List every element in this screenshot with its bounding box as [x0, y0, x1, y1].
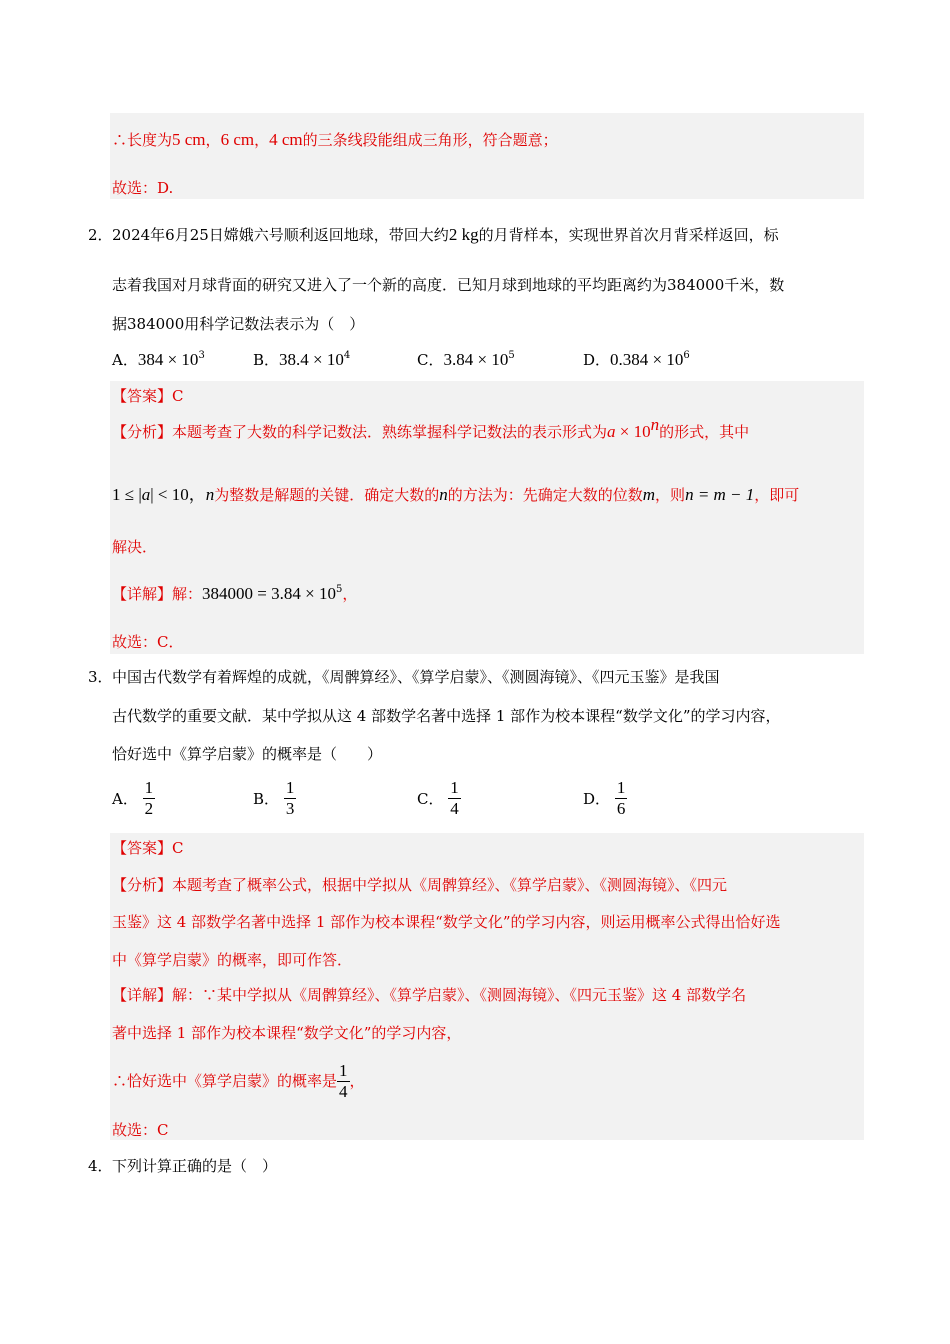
q2-stem-line3: 据384000用科学记数法表示为（ ） — [112, 315, 365, 333]
q3-option-a: A． $\frac{1}{2}$ — [112, 778, 154, 818]
q2-option-d: D．$0.384 \times 10^6$ — [583, 350, 690, 369]
q2-detail: 【详解】解：$384000 = 3.84 \times 10^5$， — [112, 584, 358, 603]
q3-option-c: C． $\frac{1}{4}$ — [417, 778, 459, 818]
q2-analysis-line2: 1 ≤ |a| < 10，n为整数是解题的关键．确定大数的n的方法为：先确定大数的位数m，则n = m − 1，即可 — [112, 485, 800, 504]
q2-analysis-line1: 【分析】本题考查了大数的科学记数法．熟练掌握科学记数法的表示形式为$a \times 10^n$的形式，其中 — [112, 415, 750, 441]
q3-analysis-line1: 【分析】本题考查了概率公式，根据中学拟从《周髀算经》、《算学启蒙》、《测圆海镜》、《四元 — [112, 876, 728, 894]
q3-answer: 【答案】C — [112, 839, 184, 857]
q3-choice: 故选：C — [112, 1121, 169, 1139]
q3-stem-line1: 中国古代数学有着辉煌的成就，《周髀算经》、《算学启蒙》、《测圆海镜》、《四元玉鉴》是我国 — [112, 668, 720, 686]
q3-detail-line3: ∴恰好选中《算学启蒙》的概率是 $\frac{1}{4}$ ， — [112, 1060, 365, 1101]
q2-answer: 【答案】C — [112, 387, 184, 405]
q2-stem-line2: 志着我国对月球背面的研究又进入了一个新的高度．已知月球到地球的平均距离约为384000千米，数 — [112, 276, 785, 294]
q3-detail-line1: 【详解】解：∵某中学拟从《周髀算经》、《算学启蒙》、《测圆海镜》、《四元玉鉴》这 4 部数学名 — [112, 986, 747, 1004]
q3-stem-line3: 恰好选中《算学启蒙》的概率是（ ） — [112, 745, 383, 763]
fraction: $\frac{1}{4}$ — [450, 778, 459, 818]
q3-detail-line2: 著中选择 1 部作为校本课程“数学文化”的学习内容， — [112, 1024, 462, 1042]
q4-stem: 下列计算正确的是（ ） — [112, 1157, 278, 1175]
q2-stem-line1: 2024年6月25日嫦娥六号顺利返回地球，带回大约2 kg的月背样本，实现世界首次月背采样返回，标 — [112, 225, 779, 244]
q3-number: 3． — [88, 668, 113, 686]
q3-option-d: D． $\frac{1}{6}$ — [583, 778, 626, 818]
q2-option-c: C．$3.84 \times 10^5$ — [417, 350, 515, 369]
q2-analysis-line3: 解决． — [112, 538, 158, 556]
fraction: $\frac{1}{2}$ — [144, 778, 154, 818]
q3-analysis-line2: 玉鉴》这 4 部数学名著中选择 1 部作为校本课程“数学文化”的学习内容，则运用概率公式得出恰好选 — [112, 913, 781, 931]
q2-number: 2． — [88, 226, 113, 244]
q1-conclusion: ∴长度为5 cm，6 cm，4 cm的三条线段能组成三角形，符合题意； — [112, 130, 558, 149]
q2-option-a: A．$384 \times 10^3$ — [112, 350, 205, 369]
q2-choice: 故选：C． — [112, 633, 184, 651]
q3-option-b: B． $\frac{1}{3}$ — [253, 778, 295, 818]
fraction: $\frac{1}{3}$ — [285, 778, 295, 818]
fraction: $\frac{1}{4}$ — [339, 1060, 348, 1101]
q3-analysis-line3: 中《算学启蒙》的概率，即可作答． — [112, 951, 353, 969]
q1-choice: 故选：D. — [112, 179, 174, 197]
q3-stem-line2: 古代数学的重要文献．某中学拟从这 4 部数学名著中选择 1 部作为校本课程“数学文化”的学习内容， — [112, 707, 781, 725]
q2-option-b: B．$38.4 \times 10^4$ — [253, 350, 351, 369]
fraction: $\frac{1}{6}$ — [616, 778, 626, 818]
q1-solution-block — [110, 113, 864, 199]
q4-number: 4． — [88, 1157, 113, 1175]
